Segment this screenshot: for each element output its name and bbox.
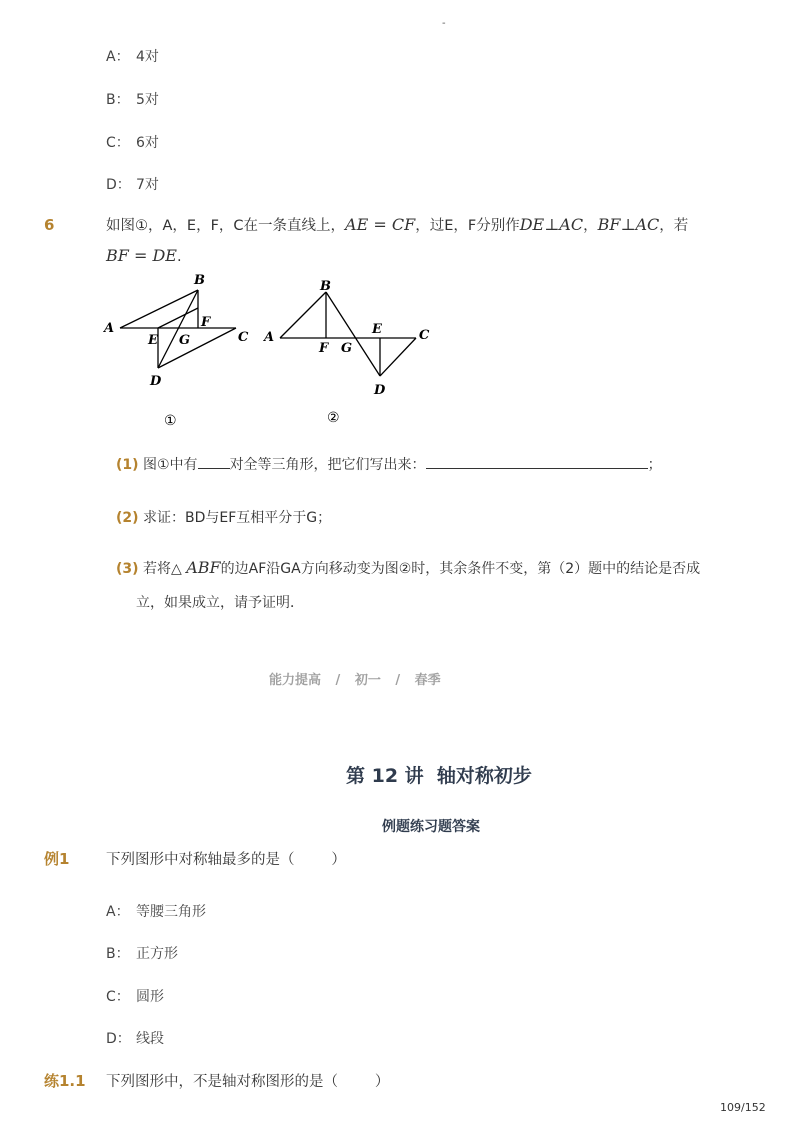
line-dc [380,338,416,376]
example-question: 下列图形中对称轴最多的是（ ） [106,852,346,868]
label-g: G [179,333,191,348]
practice-label: 练1.1 [44,1072,86,1090]
label-d: D [374,383,386,398]
label-f: F [319,341,329,356]
option-c[interactable] [106,986,164,1006]
sub-number: (3) [116,561,139,577]
option-b[interactable] [106,89,159,109]
sub-question-3-line-2: 立，如果成立，请予证明． [136,595,304,611]
option-label: C： [106,135,130,151]
q6-math-1: AE = CF [345,215,416,234]
q6-text-4: ，若 [659,218,689,234]
header-mark: - [442,18,446,29]
label-c: C [238,330,249,345]
q6-text-2: ，过E，F分别作 [415,218,520,234]
footer-part-3: 春季 [414,673,441,688]
option-label: A： [106,49,130,65]
option-text: 圆形 [136,989,164,1005]
label-b: B [194,273,205,288]
q6-text-5: . [176,249,182,265]
footer-sep-2: / [395,673,401,688]
option-label: C： [106,989,130,1005]
option-d[interactable] [106,174,159,194]
option-text: 线段 [136,1031,164,1047]
label-e: E [372,322,382,337]
sub-text-b: 对全等三角形，把它们写出来： [229,457,426,473]
line-ab [280,292,326,338]
question-number: 6 [44,216,55,234]
option-c[interactable] [106,132,159,152]
option-text: 等腰三角形 [136,904,206,920]
q6-math-2: DE⊥AC [519,215,584,234]
option-label: A： [106,904,130,920]
q6-text-1: 如图①，A，E，F，C在一条直线上， [106,218,346,234]
option-d[interactable] [106,1028,164,1048]
option-label: B： [106,92,130,108]
sub-text-a: 若将△ [143,561,187,577]
option-label: B： [106,946,130,962]
practice-question: 下列图形中，不是轴对称图形的是（ ） [106,1074,390,1090]
option-label: D： [106,177,131,193]
option-text: 5对 [136,92,159,108]
line-dc [158,328,236,368]
sub-question-3 [116,558,700,578]
label-b: B [320,279,331,294]
option-a[interactable] [106,46,159,66]
sub-text-a: 图①中有 [143,457,198,473]
option-text: 6对 [136,135,159,151]
label-e: E [148,333,158,348]
option-label: D： [106,1031,131,1047]
footer-part-1: 能力提高 [269,673,322,688]
label-c: C [419,328,430,343]
option-text: 正方形 [136,946,178,962]
option-text: 4对 [136,49,159,65]
line-ab [120,290,198,328]
sub-math: ABF [186,558,221,577]
page-number: 109/152 [720,1101,766,1114]
question-text-line-1 [106,214,688,235]
option-text: 7对 [136,177,159,193]
sub-text-b: 的边AF沿GA方向移动变为图②时，其余条件不变，第（2）题中的结论是否成 [220,561,701,577]
sub-number: (2) [116,510,139,526]
section-title: 例题练习题答案 [382,819,480,835]
footer-sep-1: / [335,673,341,688]
label-d: D [150,374,162,389]
q6-math-4: BF = DE [106,246,177,265]
option-b[interactable] [106,943,178,963]
label-a: A [264,330,275,345]
caption-1: ① [164,413,177,429]
footer-part-2: 初一 [354,673,381,688]
answer-blank-count[interactable] [198,454,230,469]
line-ef [158,308,198,328]
sub-question-2 [116,507,331,527]
q6-math-3: BF⊥AC [597,215,660,234]
q6-text-3: ， [583,218,598,234]
caption-2: ② [327,410,340,426]
question-text-line-2 [106,246,182,265]
label-a: A [104,321,115,336]
option-a[interactable] [106,901,206,921]
label-f: F [201,315,211,330]
lecture-title: 第 12 讲 轴对称初步 [346,765,532,787]
label-g: G [341,341,353,356]
figure-1 [100,268,260,433]
sub-number: (1) [116,457,139,473]
example-label: 例1 [44,850,70,868]
page-footer [269,669,441,688]
answer-blank-list[interactable] [426,454,648,469]
figure-2 [262,272,442,432]
line-bd [158,290,198,368]
sub-text-c: ； [647,457,662,473]
sub-question-1 [116,454,662,474]
sub-text: 求证：BD与EF互相平分于G； [143,510,332,526]
